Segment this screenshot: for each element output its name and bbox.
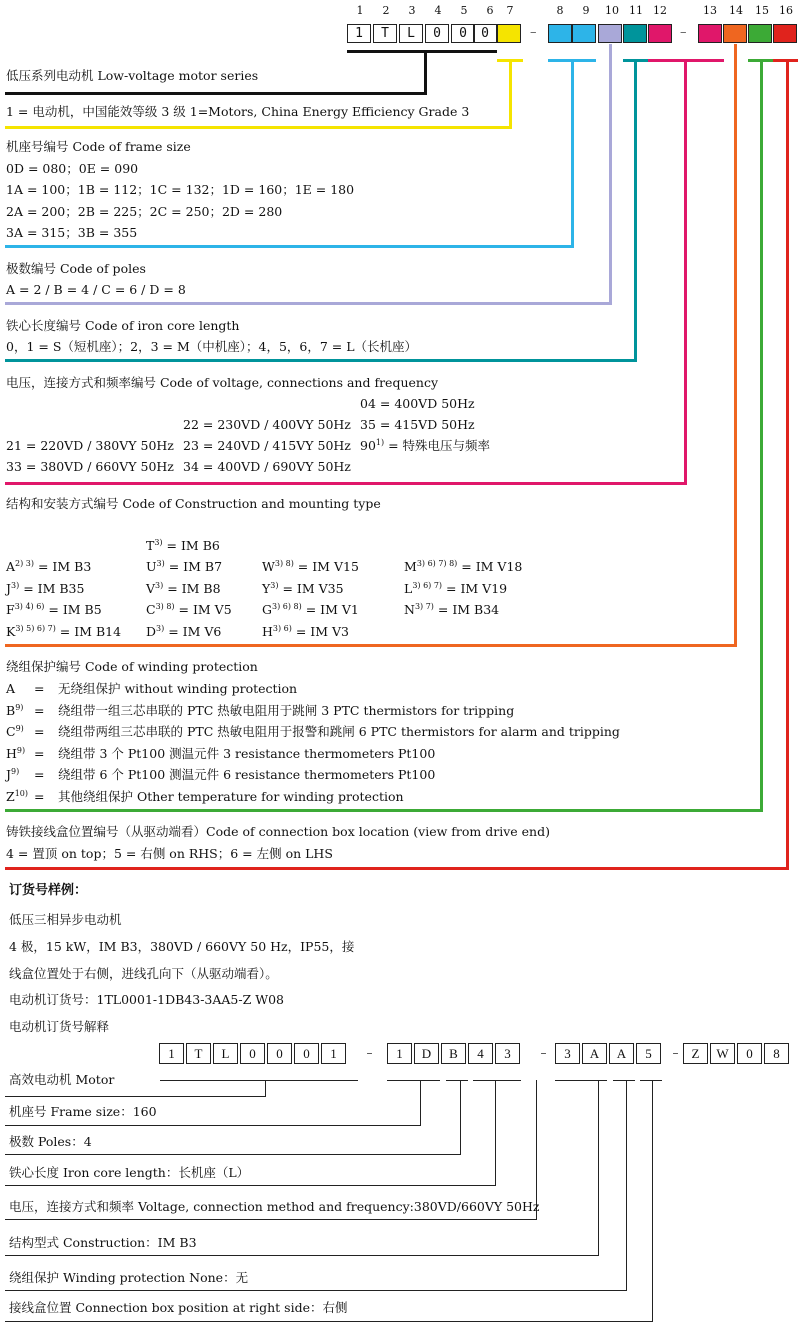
example-leader [495,1080,496,1185]
code-box-10 [598,24,622,43]
example-line: 电动机订货号：1TL0001-1DB43-3AA5-Z W08 [9,992,285,1007]
connector-black-bar [347,50,497,53]
voltage-code: 21 = 220VD / 380VY 50Hz [6,438,174,453]
position-number: 13 [703,4,717,17]
example-code-box: 3 [555,1043,580,1064]
construction-item: $V^{3)}$ = IM B8 [146,581,221,596]
example-line: 电动机订货号解释 [9,1019,110,1034]
frame-line: 0D = 080；0E = 090 [6,161,139,176]
explanation-frame: 机座号 Frame size：160 [9,1104,157,1119]
construction-item: $Y^{3)}$ = IM V35 [262,581,344,596]
construction-item: $A^{2) 3)}$ = IM B3 [6,559,92,574]
example-code-box: 0 [240,1043,265,1064]
position-number: 16 [779,4,793,17]
winding-code: A [6,681,16,696]
example-separator: – [540,1046,547,1060]
construction-title: 结构和安装方式编号 Code of Construction and mounting type [6,496,381,511]
code-box-13 [698,24,722,43]
box-location-line: 4 = 置顶 on top；5 = 右侧 on RHS；6 = 左侧 on LHS [6,846,333,861]
frame-title: 机座号编号 Code of frame size [6,139,191,154]
winding-title: 绕组保护编号 Code of winding protection [6,659,258,674]
connector-lavender [5,302,612,305]
connector-orange [5,644,737,647]
connector-red [5,867,789,870]
example-code-box: 8 [764,1043,789,1064]
example-line: 低压三相异步电动机 [9,912,122,927]
example-code-box: B [441,1043,466,1064]
example-code-box: D [414,1043,439,1064]
example-leader [5,1125,421,1126]
construction-item: $W^{3) 8)}$ = IM V15 [262,559,359,574]
voltage-code: 22 = 230VD / 400VY 50Hz [183,417,351,432]
fixed-code-box: 1 [347,24,371,43]
code-box-15 [748,24,772,43]
example-code-box: 1 [321,1043,346,1064]
code-box-8 [548,24,572,43]
explanation-voltage: 电压，连接方式和频率 Voltage, connection method and frequency:380VD/660VY 50Hz [9,1199,540,1214]
winding-eq: = [34,681,45,696]
position-number: 2 [382,4,390,17]
position-number: 5 [460,4,468,17]
poles-title: 极数编号 Code of poles [6,261,146,276]
example-underline [613,1080,635,1081]
position-number: 7 [506,4,514,17]
winding-text: 其他绕组保护 Other temperature for winding protection [58,789,404,804]
position-number: 10 [605,4,619,17]
construction-item: $J^{3)}$ = IM B35 [6,581,85,596]
iron-core-line: 0，1 = S（短机座）；2，3 = M（中机座）；4，5，6，7 = L（长机座） [6,339,418,354]
position-number: 6 [486,4,494,17]
position-number: 4 [434,4,442,17]
construction-item: $G^{3) 6) 8)}$ = IM V1 [262,602,359,617]
example-leader [5,1219,537,1220]
code-box-11 [623,24,647,43]
example-leader [5,1096,266,1097]
connector-yellow [509,59,512,129]
winding-text: 绕组带两组三芯串联的 PTC 热敏电阻用于报警和跳闸 6 PTC thermistors for alarm and tripping [58,724,620,739]
explanation-box-position: 接线盒位置 Connection box position at right side：右侧 [9,1300,348,1315]
example-code-box: 5 [636,1043,661,1064]
connector-orange [734,44,737,647]
construction-item: $T^{3)}$ = IM B6 [146,538,220,553]
construction-item: $C^{3) 8)}$ = IM V5 [146,602,232,617]
connector-light-blue [5,245,574,248]
connector-magenta [684,59,687,485]
voltage-code: 33 = 380VD / 660VY 50Hz [6,459,174,474]
example-leader [626,1080,627,1290]
code-box-12 [648,24,672,43]
connector-red [786,59,789,870]
fixed-code-box: 0 [473,24,497,43]
explanation-motor: 高效电动机 Motor [9,1072,115,1087]
winding-code: $B^{9)}$ [6,703,24,718]
example-separator: – [366,1046,373,1060]
position-number: 3 [408,4,416,17]
example-code-box: 1 [387,1043,412,1064]
explanation-iron-core: 铁心长度 Iron core length：长机座（L） [9,1165,250,1180]
connector-teal [634,59,637,362]
example-leader [598,1080,599,1255]
code-box-14 [723,24,747,43]
example-underline [640,1080,662,1081]
winding-eq: = [34,746,45,761]
example-code-box: 1 [159,1043,184,1064]
example-underline [387,1080,440,1081]
connector-black [424,50,427,94]
voltage-code: 04 = 400VD 50Hz [360,396,475,411]
example-title: 订货号样例： [9,883,88,898]
position-number: 9 [582,4,590,17]
voltage-code: 35 = 415VD 50Hz [360,417,475,432]
construction-item: $D^{3)}$ = IM V6 [146,624,222,639]
construction-item: $U^{3)}$ = IM B7 [146,559,223,574]
example-line: 线盒位置处于右侧，进线孔向下（从驱动端看）。 [9,966,278,981]
winding-code: $J^{9)}$ [6,767,20,782]
position-number: 12 [653,4,667,17]
fixed-code-box: 0 [451,24,475,43]
poles-line: A = 2 / B = 4 / C = 6 / D = 8 [6,282,186,297]
example-leader [265,1080,266,1096]
explanation-construction: 结构型式 Construction：IM B3 [9,1235,197,1250]
winding-eq: = [34,767,45,782]
explanation-winding: 绕组保护 Winding protection None：无 [9,1270,249,1285]
position-number: 15 [755,4,769,17]
example-underline [473,1080,521,1081]
winding-eq: = [34,789,45,804]
voltage-code-special: $90^{1)}$ = 特殊电压与频率 [360,438,491,453]
fixed-code-box: L [399,24,423,43]
construction-item: $K^{3) 5) 6) 7)}$ = IM B14 [6,624,122,639]
series-title: 低压系列电动机 Low-voltage motor series [6,68,259,83]
code-box-16 [773,24,797,43]
winding-text: 绕组带 6 个 Pt100 测温元件 6 resistance thermometers Pt100 [58,767,436,782]
example-leader [420,1080,421,1125]
winding-text: 绕组带 3 个 Pt100 测温元件 3 resistance thermometers Pt100 [58,746,436,761]
winding-code: $H^{9)}$ [6,746,26,761]
separator: – [680,25,687,40]
example-leader [5,1154,461,1155]
position-number: 11 [629,4,643,17]
construction-item: $F^{3) 4) 6)}$ = IM B5 [6,602,102,617]
winding-code: $Z^{10)}$ [6,789,28,804]
example-leader [5,1185,496,1186]
connector-magenta [5,482,687,485]
connector-lavender [609,44,612,305]
motors-title: 1 = 电动机，中国能效等级 3 级 1=Motors, China Energy Efficiency Grade 3 [6,104,470,119]
example-code-box: Z [683,1043,708,1064]
code-box-9 [572,24,596,43]
fixed-code-box: 0 [425,24,449,43]
box-location-title: 铸铁接线盒位置编号（从驱动端看）Code of connection box location (view from drive end) [6,824,550,839]
example-code-box: A [609,1043,634,1064]
position-number: 1 [356,4,364,17]
example-leader [652,1080,653,1321]
example-code-box: 4 [468,1043,493,1064]
example-code-box: A [582,1043,607,1064]
connector-black [5,92,427,95]
construction-item: $N^{3) 7)}$ = IM B34 [404,602,500,617]
example-code-box: 0 [737,1043,762,1064]
example-underline [160,1080,358,1081]
example-separator: – [672,1046,679,1060]
explanation-poles: 极数 Poles：4 [9,1134,92,1149]
frame-line: 2A = 200；2B = 225；2C = 250；2D = 280 [6,204,283,219]
example-leader [460,1080,461,1154]
connector-green [760,59,763,812]
winding-eq: = [34,724,45,739]
position-number: 8 [556,4,564,17]
connector-green [5,809,763,812]
position-number: 14 [729,4,743,17]
frame-line: 1A = 100；1B = 112；1C = 132；1D = 160；1E = 180 [6,182,355,197]
winding-text: 绕组带一组三芯串联的 PTC 热敏电阻用于跳闸 3 PTC thermistors for tripping [58,703,515,718]
connector-yellow [5,126,512,129]
example-leader [5,1321,653,1322]
iron-core-title: 铁心长度编号 Code of iron core length [6,318,240,333]
example-leader [5,1255,599,1256]
example-underline [446,1080,468,1081]
fixed-code-box: T [373,24,397,43]
construction-item: $L^{3) 6) 7)}$ = IM V19 [404,581,508,596]
connector-light-blue [571,59,574,248]
winding-code: $C^{9)}$ [6,724,24,739]
construction-item: $M^{3) 6) 7) 8)}$ = IM V18 [404,559,523,574]
example-code-box: 0 [267,1043,292,1064]
voltage-code: 34 = 400VD / 690VY 50Hz [183,459,351,474]
voltage-code: 23 = 240VD / 415VY 50Hz [183,438,351,453]
example-code-box: 3 [495,1043,520,1064]
frame-line: 3A = 315；3B = 355 [6,225,138,240]
winding-eq: = [34,703,45,718]
separator: – [530,25,537,40]
construction-item: $H^{3) 6)}$ = IM V3 [262,624,349,639]
example-underline [555,1080,607,1081]
voltage-title: 电压，连接方式和频率编号 Code of voltage, connections and frequency [6,375,439,390]
example-code-box: T [186,1043,211,1064]
connector-teal [5,359,637,362]
example-code-box: L [213,1043,238,1064]
winding-text: 无绕组保护 without winding protection [58,681,298,696]
example-line: 4 极，15 kW，IM B3，380VD / 660VY 50 Hz，IP55，接 [9,939,355,954]
example-code-box: W [710,1043,735,1064]
code-box-7 [497,24,521,43]
example-code-box: 0 [294,1043,319,1064]
example-leader [5,1290,627,1291]
